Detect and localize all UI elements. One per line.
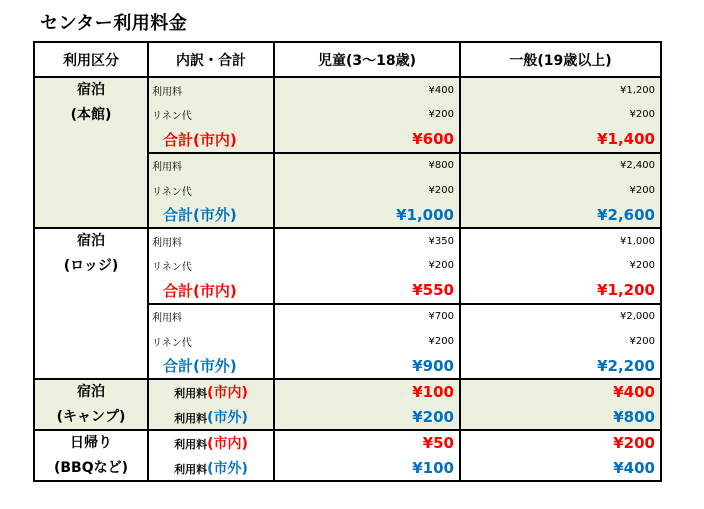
fee-prefix: 利用料 xyxy=(174,462,208,476)
adult-linen: ¥200 xyxy=(460,329,661,354)
category-label: 宿泊 xyxy=(77,82,105,98)
fee-prefix: 利用料 xyxy=(174,438,208,452)
child-fee: ¥100 xyxy=(274,456,460,482)
fee-label: 利用料 xyxy=(148,77,274,103)
child-fee: ¥200 xyxy=(274,405,460,431)
linen-label: リネン代 xyxy=(148,254,274,279)
child-fee: ¥100 xyxy=(274,379,460,405)
area-suffix: (市内) xyxy=(207,385,248,402)
total-label: 合計(市内) xyxy=(148,127,274,153)
adult-fee: ¥800 xyxy=(460,405,661,431)
table-row xyxy=(34,77,661,103)
category-label: 日帰り xyxy=(70,435,112,451)
child-total: ¥1,000 xyxy=(274,203,460,229)
category-cell-camp xyxy=(34,379,148,430)
fee-label: 利用料 xyxy=(148,304,274,330)
child-linen: ¥200 xyxy=(274,178,460,203)
linen-label: リネン代 xyxy=(148,178,274,203)
adult-fee: ¥1,200 xyxy=(460,77,661,103)
adult-linen: ¥200 xyxy=(460,254,661,279)
adult-fee: ¥2,400 xyxy=(460,153,661,179)
child-linen: ¥200 xyxy=(274,103,460,128)
category-sublabel: (本館) xyxy=(70,106,112,123)
child-total: ¥600 xyxy=(274,127,460,153)
adult-total: ¥1,400 xyxy=(460,127,661,153)
adult-fee: ¥200 xyxy=(460,430,661,456)
adult-total: ¥2,200 xyxy=(460,354,661,380)
category-sublabel: (BBQなど) xyxy=(53,459,129,476)
page-title: センター利用料金 xyxy=(40,13,188,34)
adult-total: ¥2,600 xyxy=(460,203,661,229)
child-linen: ¥200 xyxy=(274,329,460,354)
adult-fee: ¥400 xyxy=(460,456,661,482)
category-cell-honkan xyxy=(34,77,148,228)
fee-label xyxy=(148,430,274,456)
category-sublabel: (ロッジ) xyxy=(63,257,119,274)
header-breakdown: 内訳・合計 xyxy=(148,42,274,77)
adult-fee: ¥400 xyxy=(460,379,661,405)
table-row xyxy=(34,228,661,254)
category-sublabel: (キャンプ) xyxy=(56,408,126,425)
category-label: 宿泊 xyxy=(77,233,105,249)
header-row xyxy=(34,42,661,77)
table-row xyxy=(34,379,661,405)
child-total: ¥550 xyxy=(274,278,460,304)
total-label: 合計(市内) xyxy=(148,278,274,304)
linen-label: リネン代 xyxy=(148,329,274,354)
adult-linen: ¥200 xyxy=(460,178,661,203)
fee-label xyxy=(148,405,274,431)
table-row xyxy=(34,430,661,456)
category-label: 宿泊 xyxy=(77,384,105,400)
child-fee: ¥700 xyxy=(274,304,460,330)
category-cell-daytrip xyxy=(34,430,148,481)
linen-label: リネン代 xyxy=(148,103,274,128)
child-fee: ¥350 xyxy=(274,228,460,254)
fee-label: 利用料 xyxy=(148,153,274,179)
fee-prefix: 利用料 xyxy=(174,411,208,425)
header-category: 利用区分 xyxy=(34,42,148,77)
fee-label xyxy=(148,456,274,482)
fee-table xyxy=(33,41,662,482)
fee-label: 利用料 xyxy=(148,228,274,254)
fee-prefix: 利用料 xyxy=(174,387,208,401)
category-cell-lodge xyxy=(34,228,148,379)
header-child: 児童(3～18歳) xyxy=(274,42,460,77)
total-label: 合計(市外) xyxy=(148,354,274,380)
header-adult: 一般(19歳以上) xyxy=(460,42,661,77)
total-label: 合計(市外) xyxy=(148,203,274,229)
adult-fee: ¥2,000 xyxy=(460,304,661,330)
adult-linen: ¥200 xyxy=(460,103,661,128)
area-suffix: (市外) xyxy=(207,460,248,477)
child-fee: ¥50 xyxy=(274,430,460,456)
area-suffix: (市内) xyxy=(207,436,248,453)
fee-label xyxy=(148,379,274,405)
child-linen: ¥200 xyxy=(274,254,460,279)
child-total: ¥900 xyxy=(274,354,460,380)
adult-fee: ¥1,000 xyxy=(460,228,661,254)
child-fee: ¥800 xyxy=(274,153,460,179)
adult-total: ¥1,200 xyxy=(460,278,661,304)
area-suffix: (市外) xyxy=(207,409,248,426)
child-fee: ¥400 xyxy=(274,77,460,103)
